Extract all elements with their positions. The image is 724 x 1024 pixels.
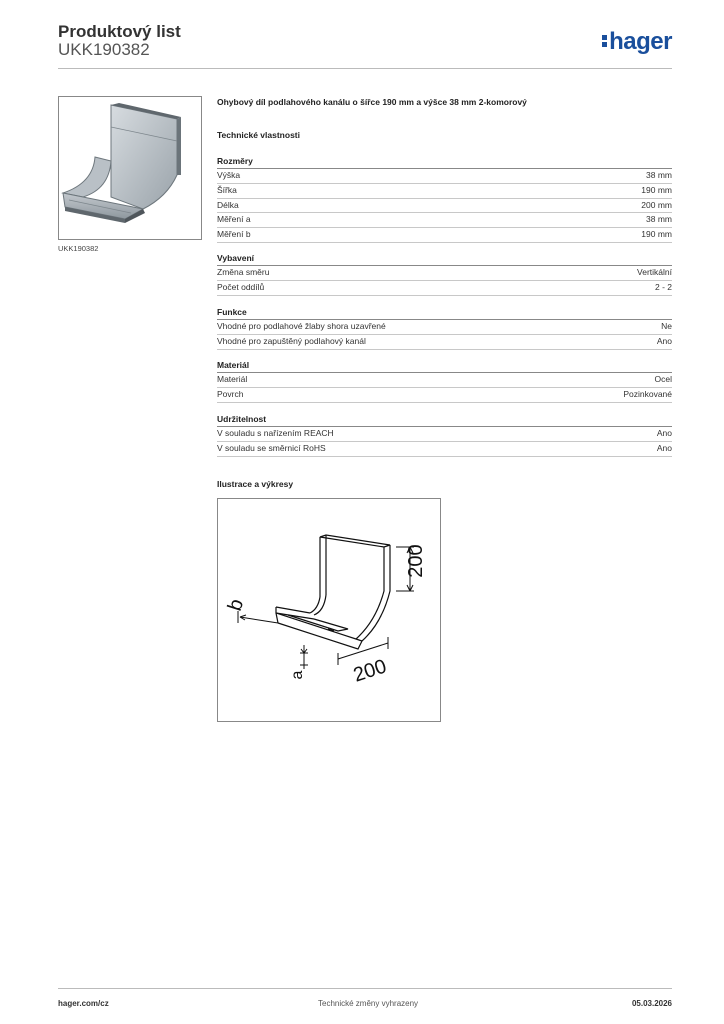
spec-row: Povrch Pozinkované	[217, 388, 672, 403]
spec-row: Počet oddílů 2 - 2	[217, 281, 672, 296]
spec-row: Délka 200 mm	[217, 199, 672, 214]
group-dimensions	[217, 156, 672, 243]
spec-row: V souladu s nařízením REACH Ano	[217, 427, 672, 442]
spec-row: Materiál Ocel	[217, 373, 672, 388]
technical-properties-title: Technické vlastnosti	[217, 130, 300, 140]
dim-height-label: 200	[405, 544, 427, 578]
group-title: Udržitelnost	[217, 414, 672, 427]
spec-row: Výška 38 mm	[217, 169, 672, 184]
dim-b-label: b	[223, 596, 249, 614]
spec-row: V souladu se směrnicí RoHS Ano	[217, 442, 672, 457]
logo-text: hager	[609, 28, 672, 55]
illustrations-title: Ilustrace a výkresy	[217, 479, 294, 489]
spec-row: Vhodné pro podlahové žlaby shora uzavřené Ne	[217, 320, 672, 335]
page-footer	[58, 988, 672, 1013]
product-photo-image	[59, 97, 201, 239]
photo-caption: UKK190382	[58, 244, 99, 253]
spec-row: Měření a 38 mm	[217, 213, 672, 228]
footer-date: 05.03.2026	[631, 999, 672, 1008]
technical-drawing	[217, 498, 441, 722]
document-title: Produktový list	[58, 22, 181, 41]
spec-row: Vhodné pro zapuštěný podlahový kanál Ano	[217, 335, 672, 350]
footer-notice: Technické změny vyhrazeny	[318, 999, 419, 1008]
logo-dots-icon	[602, 33, 608, 49]
dim-a-label: a	[289, 670, 306, 680]
product-code: UKK190382	[58, 40, 150, 59]
group-function	[217, 307, 672, 350]
page-header	[58, 20, 672, 69]
product-description: Ohybový díl podlahového kanálu o šířce 190 mm a výšce 38 mm 2-komorový	[217, 97, 527, 107]
dim-length-label: 200	[350, 655, 390, 687]
group-sustainability	[217, 414, 672, 457]
group-title: Materiál	[217, 360, 672, 373]
footer-website[interactable]: hager.com/cz	[58, 999, 109, 1008]
group-equipment	[217, 253, 672, 296]
spec-row: Změna směru Vertikální	[217, 266, 672, 281]
group-title: Vybavení	[217, 253, 672, 266]
group-material	[217, 360, 672, 403]
product-photo	[58, 96, 202, 240]
hager-logo	[602, 28, 672, 56]
group-title: Funkce	[217, 307, 672, 320]
drawing-svg	[218, 499, 440, 721]
group-title: Rozměry	[217, 156, 672, 169]
spec-row: Měření b 190 mm	[217, 228, 672, 243]
spec-row: Šířka 190 mm	[217, 184, 672, 199]
